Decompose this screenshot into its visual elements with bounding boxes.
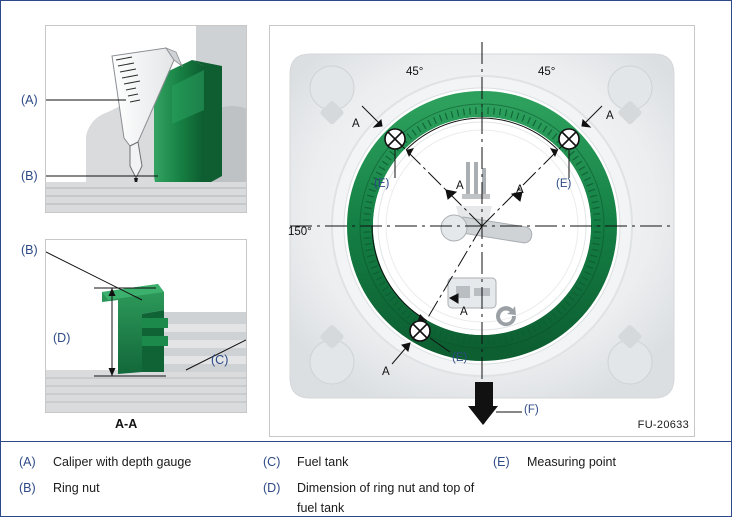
legend bbox=[1, 441, 732, 517]
direction-f-label: (F) bbox=[524, 404, 539, 416]
hatch-shadow bbox=[46, 182, 246, 212]
legend-key: (B) bbox=[19, 478, 53, 498]
legend-key: (A) bbox=[19, 452, 53, 472]
dim-a-3: A bbox=[456, 180, 464, 192]
section-label-aa: A-A bbox=[115, 417, 137, 431]
legend-key: (D) bbox=[263, 478, 297, 498]
figure-code: FU-20633 bbox=[638, 419, 689, 431]
point-e-3: (E) bbox=[452, 352, 467, 364]
dim-a-4: A bbox=[516, 184, 524, 196]
legend-item bbox=[19, 452, 249, 472]
legend-text: Measuring point bbox=[527, 452, 723, 472]
legend-text: Dimension of ring nut and top of fuel tank bbox=[297, 478, 493, 518]
dim-a-6: A bbox=[382, 366, 390, 378]
legend-text: Caliper with depth gauge bbox=[53, 452, 249, 472]
point-e-1: (E) bbox=[374, 178, 389, 190]
callout-b-bottom: (B) bbox=[21, 243, 38, 257]
callout-b-top: (B) bbox=[21, 169, 38, 183]
legend-column-1 bbox=[19, 452, 249, 504]
panel-section-aa bbox=[45, 239, 247, 413]
dim-a-2: A bbox=[606, 110, 614, 122]
callout-d-bottom: (D) bbox=[53, 331, 70, 345]
angle-left-label: 45° bbox=[406, 66, 423, 78]
legend-item bbox=[263, 452, 493, 472]
legend-key: (C) bbox=[263, 452, 297, 472]
legend-item bbox=[263, 478, 493, 518]
callout-c-bottom: (C) bbox=[211, 353, 228, 367]
point-e-2: (E) bbox=[556, 178, 571, 190]
legend-text: Fuel tank bbox=[297, 452, 493, 472]
section-aa-illustration bbox=[46, 240, 246, 412]
angle-right-label: 45° bbox=[538, 66, 555, 78]
legend-text: Ring nut bbox=[53, 478, 249, 498]
callout-a-top: (A) bbox=[21, 93, 38, 107]
dim-a-5: A bbox=[460, 306, 468, 318]
legend-item bbox=[19, 478, 249, 498]
legend-item bbox=[493, 452, 723, 472]
panel-caliper-detail bbox=[45, 25, 247, 213]
dim-a-1: A bbox=[352, 118, 360, 130]
fuel-tank-ring-diagram bbox=[270, 26, 694, 436]
legend-column-2 bbox=[263, 452, 493, 524]
legend-key: (E) bbox=[493, 452, 527, 472]
legend-column-3 bbox=[493, 452, 723, 478]
panel-fuel-tank-top-view bbox=[269, 25, 695, 437]
angle-bottom-left-label: 150° bbox=[288, 226, 312, 238]
